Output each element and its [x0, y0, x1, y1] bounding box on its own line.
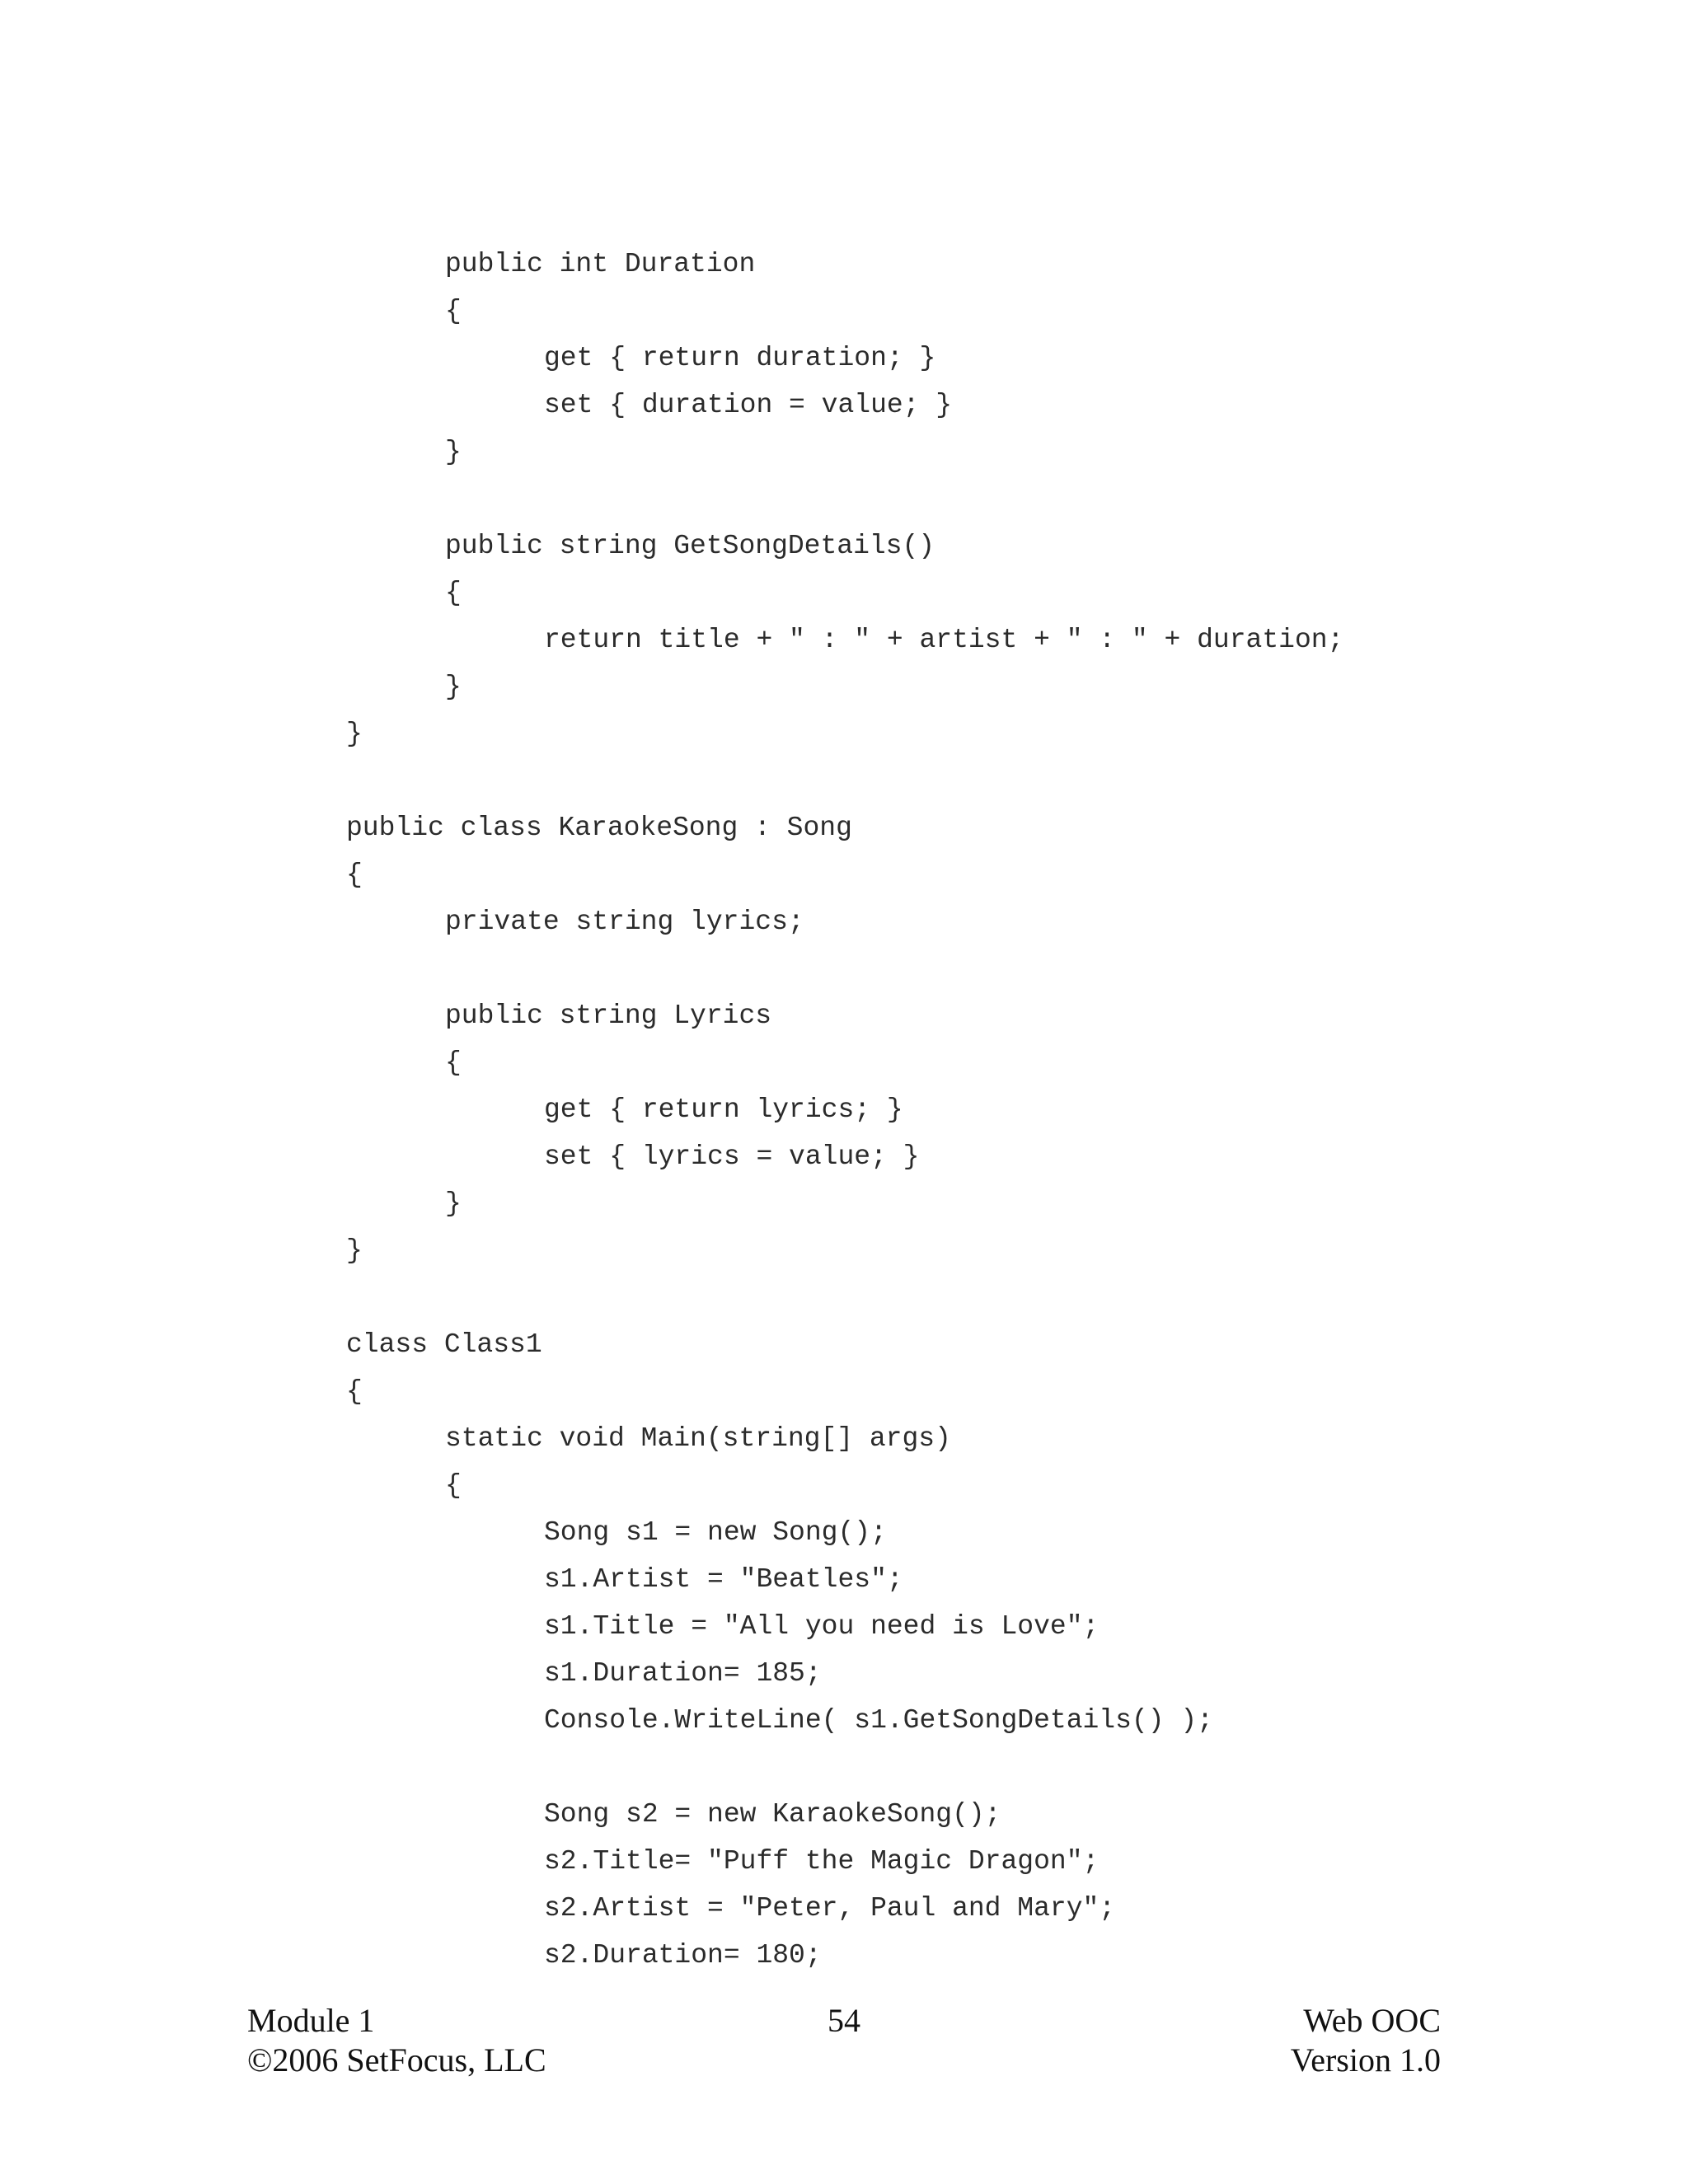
footer-course: Web OOC: [1303, 2002, 1441, 2039]
footer-right: [1291, 2001, 1441, 2080]
code-line: s1.Title = "All you need is Love";: [544, 1611, 1100, 1642]
code-line: set { lyrics = value; }: [544, 1141, 920, 1172]
code-line: {: [445, 296, 462, 326]
code-line: get { return duration; }: [544, 343, 936, 373]
code-line: s2.Title= "Puff the Magic Dragon";: [544, 1846, 1100, 1877]
code-line: public int Duration: [445, 249, 756, 279]
code-line: Song s1 = new Song();: [544, 1517, 887, 1548]
code-line: public string GetSongDetails(): [445, 531, 935, 561]
code-line: {: [445, 1047, 462, 1078]
code-line: }: [445, 672, 462, 702]
code-line: }: [445, 1188, 462, 1219]
code-line: {: [445, 1470, 462, 1501]
code-line: }: [346, 1235, 363, 1266]
code-line: s2.Artist = "Peter, Paul and Mary";: [544, 1893, 1116, 1924]
code-line: s1.Artist = "Beatles";: [544, 1564, 903, 1595]
footer-version: Version 1.0: [1290, 2041, 1441, 2079]
code-line: public string Lyrics: [445, 1001, 772, 1031]
code-line: }: [445, 437, 462, 467]
footer-module: Module 1: [247, 2002, 375, 2039]
code-line: public class KaraokeSong : Song: [346, 813, 852, 843]
code-line: return title + " : " + artist + " : " + duration;: [544, 625, 1344, 655]
footer-copyright: ©2006 SetFocus, LLC: [247, 2041, 546, 2079]
code-line: s1.Duration= 185;: [544, 1658, 822, 1689]
code-line: get { return lyrics; }: [544, 1094, 903, 1125]
code-line: private string lyrics;: [445, 907, 804, 937]
code-line: Song s2 = new KaraokeSong();: [544, 1799, 1001, 1830]
code-line: s2.Duration= 180;: [544, 1940, 822, 1971]
code-line: {: [445, 578, 462, 608]
code-line: {: [346, 1376, 363, 1407]
code-line: {: [346, 860, 363, 890]
code-line: }: [346, 719, 363, 749]
code-line: Console.WriteLine( s1.GetSongDetails() );: [544, 1705, 1213, 1736]
code-line: class Class1: [346, 1329, 542, 1360]
code-line: set { duration = value; }: [544, 390, 953, 420]
code-line: static void Main(string[] args): [445, 1423, 951, 1454]
page-number: 54: [828, 2002, 860, 2039]
